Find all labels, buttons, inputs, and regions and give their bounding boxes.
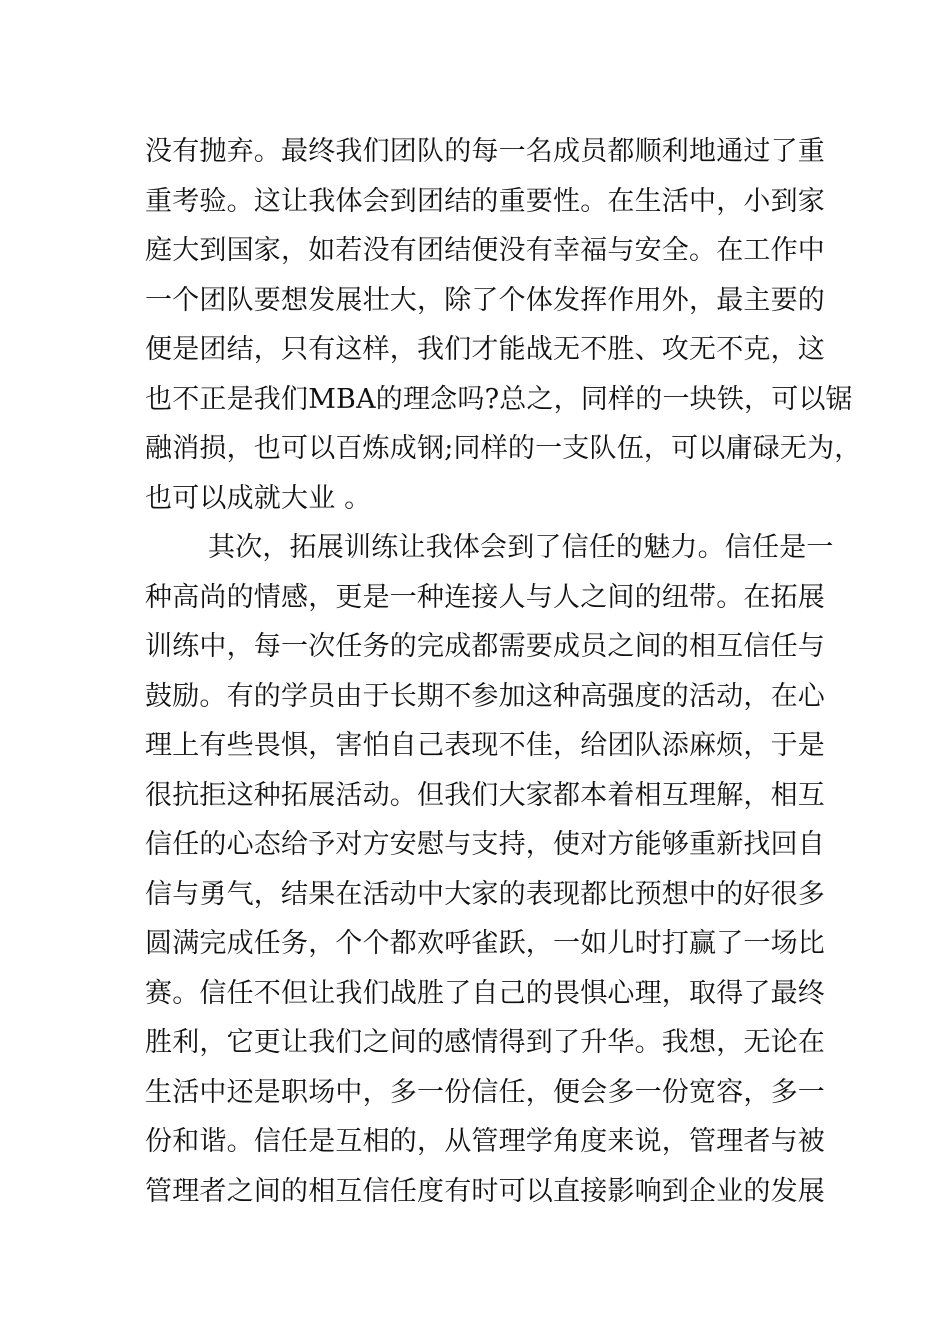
text-line: 没有抛弃。最终我们团队的每一名成员都顺利地通过了重 xyxy=(145,136,825,167)
text-line: 便是团结，只有这样，我们才能战无不胜、攻无不克，这 xyxy=(145,334,825,365)
text-line: 训练中，每一次任务的完成都需要成员之间的相互信任与 xyxy=(145,631,825,662)
text-line: 也可以成就大业 。 xyxy=(145,482,372,514)
text-line: 圆满完成任务，个个都欢呼雀跃，一如儿时打赢了一场比 xyxy=(145,928,825,959)
text-line: 理上有些畏惧，害怕自己表现不佳，给团队添麻烦，于是 xyxy=(145,730,825,761)
text-line: 鼓励。有的学员由于长期不参加这种高强度的活动，在心 xyxy=(145,680,825,712)
text-line: 信任的心态给予对方安慰与支持，使对方能够重新找回自 xyxy=(145,829,825,860)
text-line: 信与勇气，结果在活动中大家的表现都比预想中的好很多 xyxy=(145,878,825,910)
text-line: 重考验。这让我体会到团结的重要性。在生活中，小到家 xyxy=(145,185,825,217)
text-line: 胜利，它更让我们之间的感情得到了升华。我想，无论在 xyxy=(145,1027,825,1058)
text-line: 赛。信任不但让我们战胜了自己的畏惧心理，取得了最终 xyxy=(145,977,825,1009)
text-line: 管理者之间的相互信任度有时可以直接影响到企业的发展 xyxy=(145,1175,825,1207)
text-line: 一个团队要想发展壮大，除了个体发挥作用外，最主要的 xyxy=(145,284,825,316)
text-line: 也不正是我们MBA的理念吗?总之，同样的一块铁，可以锯 xyxy=(145,383,853,415)
document-body xyxy=(145,127,862,1216)
text-line: 份和谐。信任是互相的，从管理学角度来说，管理者与被 xyxy=(145,1126,825,1157)
text-line: 融消损，也可以百炼成钢;同样的一支队伍，可以庸碌无为， xyxy=(145,433,862,464)
paragraph-first-line: 其次，拓展训练让我体会到了信任的魅力。信任是一 xyxy=(208,532,834,563)
text-line: 种高尚的情感，更是一种连接人与人之间的纽带。在拓展 xyxy=(145,581,825,613)
text-line: 生活中还是职场中，多一份信任，便会多一份宽容，多一 xyxy=(145,1076,825,1108)
text-line: 很抗拒这种拓展活动。但我们大家都本着相互理解，相互 xyxy=(145,779,825,811)
text-line: 庭大到国家，如若没有团结便没有幸福与安全。在工作中 xyxy=(145,235,825,266)
